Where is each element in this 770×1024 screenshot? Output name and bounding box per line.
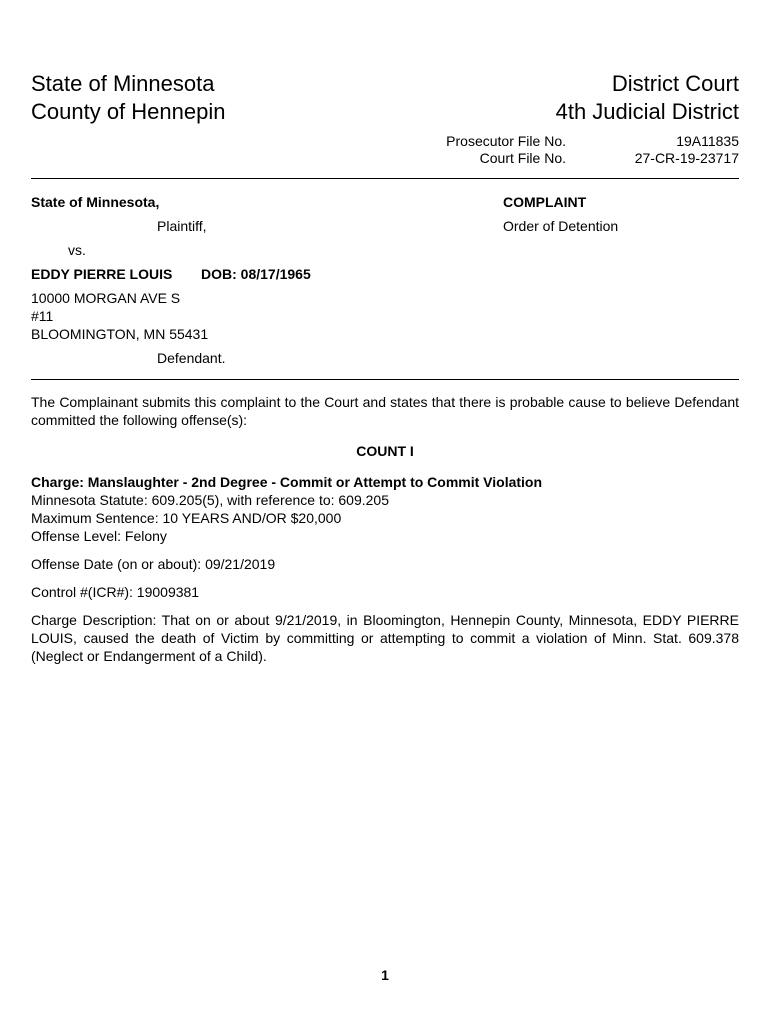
address-line-3: BLOOMINGTON, MN 55431: [31, 326, 209, 342]
plaintiff-name: State of Minnesota,: [31, 194, 160, 210]
document-subtype: Order of Detention: [503, 218, 619, 234]
county-heading: County of Hennepin: [31, 99, 226, 124]
caption-divider: [31, 379, 739, 380]
defendant-name: EDDY PIERRE LOUIS: [31, 266, 173, 282]
versus-label: vs.: [68, 242, 86, 258]
page-number: 1: [381, 967, 389, 983]
address-line-1: 10000 MORGAN AVE S: [31, 290, 181, 306]
prosecutor-file-number: 19A11835: [676, 133, 739, 149]
control-number-line: Control #(ICR#): 19009381: [31, 584, 200, 600]
defendant-dob: DOB: 08/17/1965: [201, 266, 311, 282]
offense-level-line: Offense Level: Felony: [31, 528, 167, 544]
charge-title: Charge: Manslaughter - 2nd Degree - Commit or Attempt to Commit Violation: [31, 474, 543, 490]
count-title: COUNT I: [356, 443, 414, 459]
defendant-role: Defendant.: [157, 350, 226, 366]
court-file-label: Court File No.: [479, 150, 566, 166]
max-sentence-line: Maximum Sentence: 10 YEARS AND/OR $20,000: [31, 510, 342, 526]
document-type: COMPLAINT: [503, 194, 587, 210]
plaintiff-role: Plaintiff,: [157, 218, 207, 234]
address-line-2: #11: [31, 308, 54, 324]
district-heading: 4th Judicial District: [555, 99, 739, 124]
charge-description: Charge Description: That on or about 9/21/2019, in Bloomington, Hennepin County, Minnesota, EDDY PIERRE LOUIS, caused the death of Victim by committing or attempting to commit a violation of Minn. Stat. 609.378 (Neglect or Endangerment of a Child).: [31, 612, 739, 664]
court-file-number: 27-CR-19-23717: [634, 150, 739, 166]
state-heading: State of Minnesota: [31, 71, 215, 96]
prosecutor-file-label: Prosecutor File No.: [446, 133, 566, 149]
header-divider: [31, 178, 739, 179]
court-heading: District Court: [611, 71, 739, 96]
offense-date-line: Offense Date (on or about): 09/21/2019: [31, 556, 276, 572]
intro-paragraph: The Complainant submits this complaint to the Court and states that there is probable cause to believe Defendant committed the following offense(s):: [31, 394, 739, 428]
statute-line: Minnesota Statute: 609.205(5), with reference to: 609.205: [31, 492, 390, 508]
